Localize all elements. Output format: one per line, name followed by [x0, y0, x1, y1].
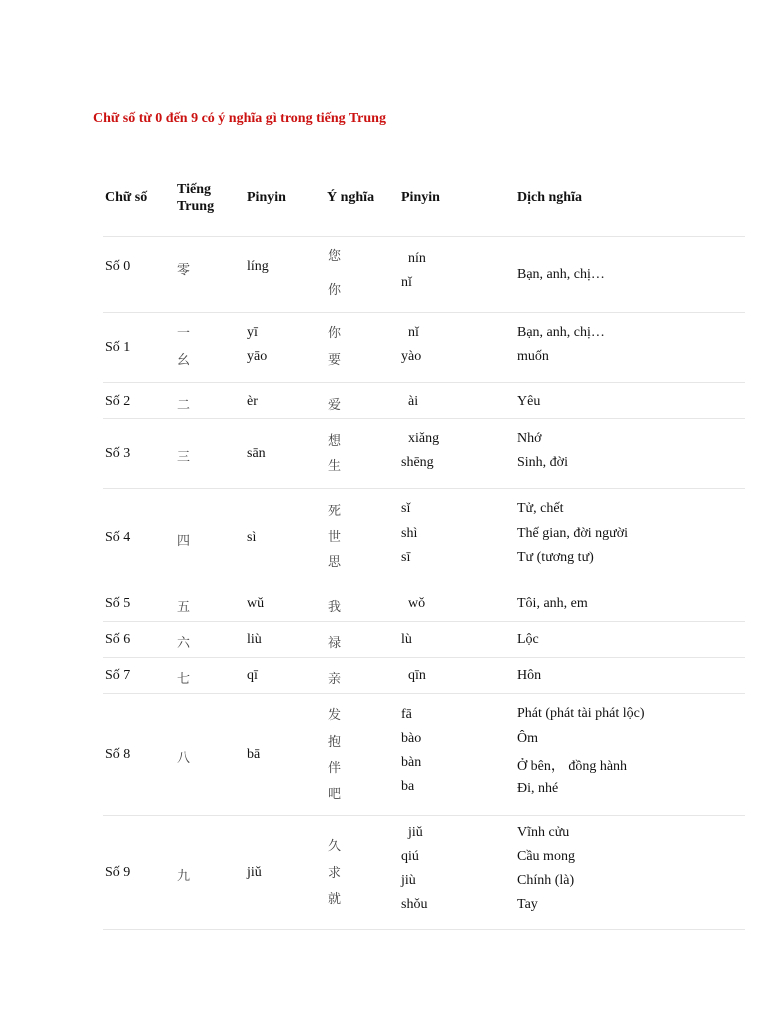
- cell-cn: 六: [177, 636, 191, 651]
- cell-mn: 伴: [328, 761, 342, 776]
- table-row: [103, 237, 745, 313]
- cell-mp: jiù: [401, 873, 416, 888]
- cell-mp: ba: [401, 779, 415, 794]
- header-pinyin: Pinyin: [247, 190, 286, 205]
- cell-cn: 四: [177, 534, 191, 549]
- cell-mp: shēng: [401, 455, 434, 470]
- table-row: [103, 313, 745, 383]
- cell-tr: Vĩnh cửu: [517, 825, 570, 840]
- cell-cn: 七: [177, 672, 191, 687]
- cell-tr: Hôn: [517, 668, 542, 683]
- cell-mn: 我: [328, 600, 342, 615]
- cell-tr: Tôi, anh, em: [517, 596, 588, 611]
- cell-tr: Bạn, anh, chị…: [517, 267, 605, 282]
- cell-cn: 九: [177, 869, 191, 884]
- cell-tr: Nhớ: [517, 431, 542, 446]
- cell-py: qī: [247, 668, 258, 683]
- cell-tr: Lộc: [517, 632, 539, 647]
- cell-tr: Ở bên， đồng hành: [517, 759, 628, 774]
- cell-mp: qīn: [408, 668, 426, 683]
- cell-cn: 二: [177, 398, 191, 413]
- cell-py: èr: [247, 394, 258, 409]
- table-row: [103, 816, 745, 930]
- cell-mn: 你: [328, 326, 342, 341]
- cell-mp: sǐ: [401, 501, 411, 516]
- cell-py: yāo: [247, 349, 268, 364]
- cell-cn: 幺: [177, 353, 191, 368]
- cell-mn: 就: [328, 892, 342, 907]
- cell-mp: jiǔ: [408, 825, 423, 840]
- cell-mn: 爱: [328, 398, 342, 413]
- cell-mp: nín: [408, 251, 426, 266]
- header-chinese-line2: Trung: [177, 199, 215, 214]
- cell-mn: 久: [328, 839, 342, 854]
- cell-tr: Phát (phát tài phát lộc): [517, 706, 645, 721]
- cell-tr: Cầu mong: [517, 849, 575, 864]
- cell-number: Số 4: [105, 530, 131, 545]
- header-chinese-line1: Tiếng: [177, 182, 211, 197]
- cell-mn: 您: [328, 249, 342, 264]
- cell-mn: 世: [328, 530, 342, 545]
- cell-py: bā: [247, 747, 261, 762]
- cell-mn: 吧: [328, 787, 342, 802]
- cell-mp: shǒu: [401, 897, 428, 912]
- table-row: [103, 658, 745, 694]
- cell-tr: Tư (tương tư): [517, 550, 594, 565]
- cell-tr: Tử, chết: [517, 501, 564, 516]
- cell-mn: 要: [328, 353, 342, 368]
- cell-mp: ài: [408, 394, 419, 409]
- cell-mp: xiǎng: [408, 431, 440, 446]
- header-translation: Dịch nghĩa: [517, 190, 582, 205]
- cell-mn: 抱: [328, 735, 342, 750]
- cell-number: Số 9: [105, 865, 131, 880]
- cell-mp: bàn: [401, 755, 422, 770]
- cell-mn: 想: [328, 434, 342, 449]
- cell-mp: lù: [401, 632, 412, 647]
- cell-mp: bào: [401, 731, 422, 746]
- cell-mn: 死: [328, 504, 342, 519]
- table-row: [103, 622, 745, 658]
- cell-py: líng: [247, 259, 269, 274]
- cell-mp: shì: [401, 526, 418, 541]
- cell-mp: nǐ: [408, 325, 419, 340]
- header-meaning: Ý nghĩa: [327, 190, 375, 205]
- cell-py: liù: [247, 632, 262, 647]
- cell-mn: 发: [328, 708, 342, 723]
- cell-mn: 求: [328, 866, 342, 881]
- cell-py: jiǔ: [247, 865, 262, 880]
- cell-cn: 五: [177, 600, 191, 615]
- cell-tr: muốn: [517, 349, 549, 364]
- cell-mp: sī: [401, 550, 411, 565]
- cell-mn: 生: [328, 459, 342, 474]
- cell-py: sì: [247, 530, 257, 545]
- cell-number: Số 6: [105, 632, 131, 647]
- cell-cn: 八: [177, 751, 191, 766]
- cell-tr: Chính (là): [517, 873, 575, 888]
- table-row: [103, 419, 745, 489]
- header-number: Chữ số: [105, 190, 148, 205]
- cell-number: Số 5: [105, 596, 131, 611]
- cell-py: wǔ: [247, 596, 265, 611]
- cell-tr: Ôm: [517, 731, 538, 746]
- cell-cn: 一: [177, 326, 191, 341]
- cell-py: sān: [247, 446, 266, 461]
- table-row: [103, 694, 745, 816]
- cell-mn: 思: [328, 555, 342, 570]
- header-divider: [103, 0, 745, 237]
- table-row: [103, 586, 745, 622]
- cell-tr: Đi, nhé: [517, 781, 559, 796]
- cell-number: Số 0: [105, 259, 131, 274]
- cell-mp: wǒ: [408, 596, 426, 611]
- cell-tr: Tay: [517, 897, 538, 912]
- cell-number: Số 8: [105, 747, 131, 762]
- cell-tr: Sinh, đời: [517, 455, 568, 470]
- cell-mn: 亲: [328, 672, 342, 687]
- table-row: [103, 383, 745, 419]
- cell-number: Số 3: [105, 446, 131, 461]
- cell-mp: nǐ: [401, 275, 412, 290]
- cell-cn: 零: [177, 263, 191, 278]
- cell-cn: 三: [177, 450, 191, 465]
- table-row: [103, 489, 745, 585]
- cell-mn: 你: [328, 283, 342, 298]
- cell-mp: fā: [401, 707, 412, 722]
- cell-mp: qiú: [401, 849, 419, 864]
- cell-py: yī: [247, 325, 258, 340]
- cell-mn: 禄: [328, 636, 342, 651]
- header-meaning-pinyin: Pinyin: [401, 190, 440, 205]
- cell-tr: Thế gian, đời người: [517, 526, 629, 541]
- cell-number: Số 2: [105, 394, 131, 409]
- page-title: Chữ số từ 0 đến 9 có ý nghĩa gì trong tiếng Trung: [93, 111, 386, 126]
- cell-mp: yào: [401, 349, 422, 364]
- cell-number: Số 1: [105, 340, 131, 355]
- cell-number: Số 7: [105, 668, 131, 683]
- cell-tr: Yêu: [517, 394, 541, 409]
- cell-tr: Bạn, anh, chị…: [517, 325, 605, 340]
